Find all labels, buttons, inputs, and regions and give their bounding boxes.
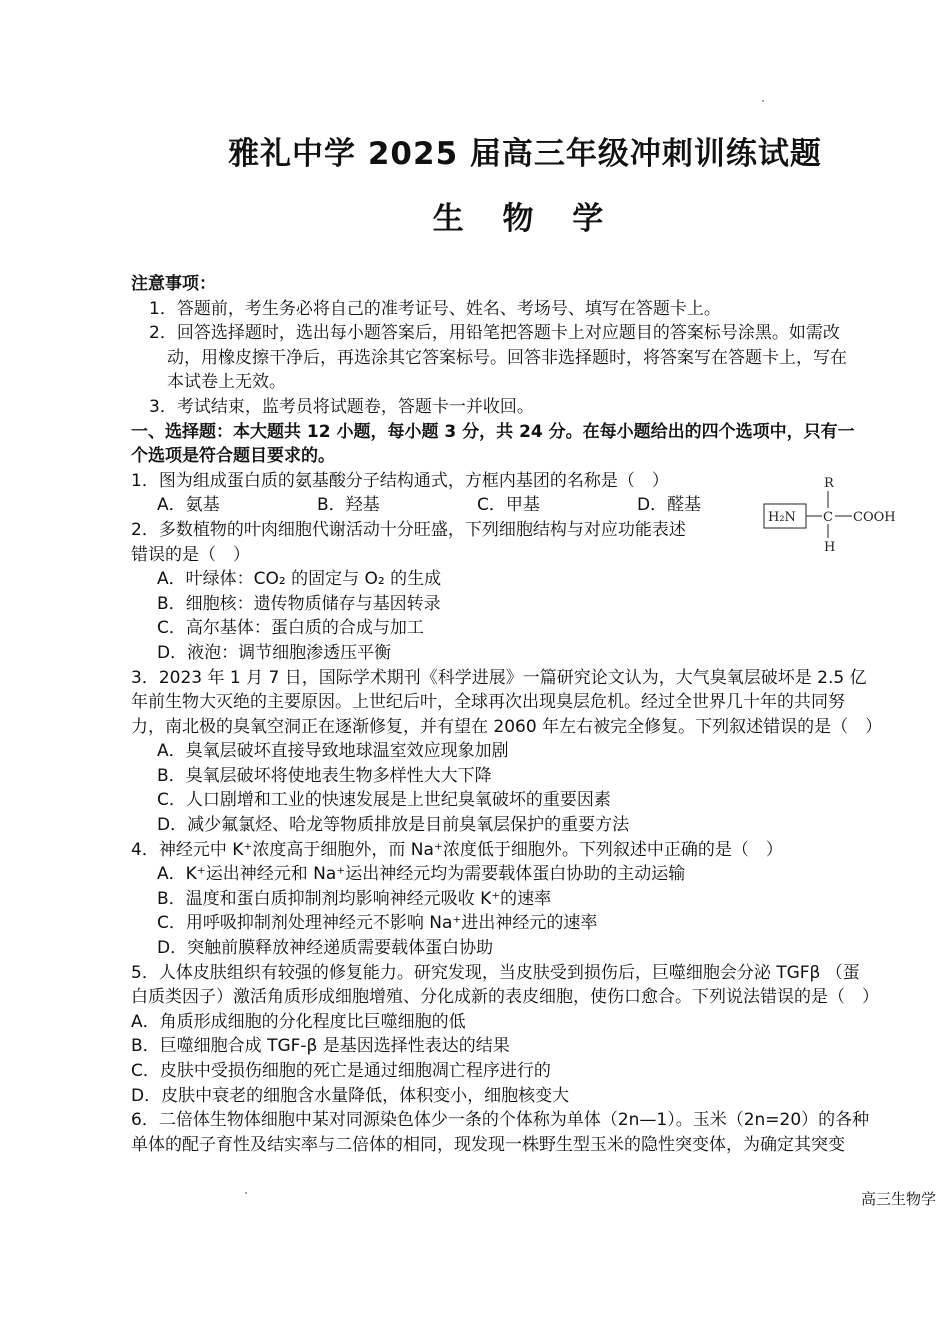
figure-h2n-label: H₂N	[768, 510, 796, 525]
notice-item-1: 1．答题前，考生务必将自己的准考证号、姓名、考场号、填写在答题卡上。	[149, 298, 721, 319]
q2-option-b: B．细胞核：遗传物质储存与基因转录	[157, 593, 441, 614]
q1-option-d: D．醛基	[637, 495, 702, 516]
q3-option-d: D．减少氟氯烃、哈龙等物质排放是目前臭氧层保护的重要方法	[157, 815, 630, 836]
section-heading-a: 一、选择题：本大题共 12 小题，每小题 3 分，共 24 分。在每小题给出的四个选项中，只有一	[131, 421, 855, 442]
exam-subject: 生 物 学	[432, 201, 618, 237]
section-heading-b: 个选项是符合题目要求的。	[131, 446, 335, 467]
q1-option-c: C．甲基	[477, 495, 540, 516]
q3-option-a: A．臭氧层破坏直接导致地球温室效应现象加剧	[157, 741, 509, 762]
q1-option-a: A．氨基	[157, 495, 220, 516]
q5-option-a: A．角质形成细胞的分化程度比巨噬细胞的低	[131, 1011, 466, 1032]
q2-stem-a: 2．多数植物的叶肉细胞代谢活动十分旺盛，下列细胞结构与对应功能表述	[131, 519, 686, 540]
q1-option-b: B．羟基	[317, 495, 380, 516]
q6-stem-a: 6．二倍体生物体细胞中某对同源染色体少一条的个体称为单体（2n—1）。玉米（2n=20）的各种	[131, 1110, 870, 1131]
q1-options	[131, 493, 921, 518]
q5-stem-b: 白质类因子）激活角质形成细胞增殖、分化成新的表皮细胞，使伤口愈合。下列说法错误的是（ ）	[131, 987, 879, 1008]
figure-h-label: H	[824, 540, 836, 555]
q4-option-d: D．突触前膜释放神经递质需要载体蛋白协助	[157, 938, 494, 959]
scan-speck	[245, 1192, 247, 1194]
q3-option-b: B．臭氧层破坏将使地表生物多样性大大下降	[157, 765, 492, 786]
exam-title: 雅礼中学 2025 届高三年级冲刺训练试题	[228, 136, 822, 172]
q4-option-a: A．K⁺运出神经元和 Na⁺运出神经元均为需要载体蛋白协助的主动运输	[157, 864, 686, 885]
scan-speck	[762, 100, 764, 102]
q5-stem-a: 5．人体皮肤组织有较强的修复能力。研究发现，当皮肤受到损伤后，巨噬细胞会分泌 TGFβ （蛋	[131, 962, 860, 983]
q2-option-d: D．液泡：调节细胞渗透压平衡	[157, 642, 392, 663]
q3-stem-a: 3．2023 年 1 月 7 日，国际学术期刊《科学进展》一篇研究论文认为，大气臭氧层破坏是 2.5 亿	[131, 667, 867, 688]
q5-option-d: D．皮肤中衰老的细胞含水量降低，体积变小，细胞核变大	[131, 1085, 570, 1106]
figure-r-label: R	[824, 476, 834, 491]
notice-heading: 注意事项：	[131, 274, 216, 294]
q5-option-b: B．巨噬细胞合成 TGF-β 是基因选择性表达的结果	[131, 1036, 510, 1057]
exam-body	[131, 272, 921, 1157]
q1-stem: 1．图为组成蛋白质的氨基酸分子结构通式，方框内基团的名称是（ ）	[131, 470, 669, 491]
q3-stem-c: 力，南北极的臭氧空洞正在逐渐修复，并有望在 2060 年左右被完全修复。下列叙述错误的是（ ）	[131, 716, 883, 737]
notice-item-2b: 动，用橡皮擦干净后，再选涂其它答案标号。回答非选择题时，将答案写在答题卡上，写在	[167, 347, 847, 368]
figure-cooh-label: COOH	[853, 510, 896, 525]
q2-stem-b: 错误的是（ ）	[131, 544, 250, 565]
figure-c-label: C	[823, 510, 833, 525]
q4-stem: 4．神经元中 K⁺浓度高于细胞外，而 Na⁺浓度低于细胞外。下列叙述中正确的是（ ）	[131, 839, 783, 860]
q5-option-c: C．皮肤中受损伤细胞的死亡是通过细胞凋亡程序进行的	[131, 1061, 551, 1081]
q3-stem-b: 年前生物大灭绝的主要原因。上世纪后叶，全球再次出现臭层危机。经过全世界几十年的共同努	[131, 692, 845, 713]
q6-stem-b: 单体的配子育性及结实率与二倍体的相同，现发现一株野生型玉米的隐性突变体，为确定其突变	[131, 1134, 845, 1155]
q3-option-c: C．人口剧增和工业的快速发展是上世纪臭氧破坏的重要因素	[157, 790, 611, 811]
page-footer: 高三生物学	[860, 1190, 936, 1208]
q4-option-c: C．用呼吸抑制剂处理神经元不影响 Na⁺进出神经元的速率	[157, 913, 598, 934]
q2-option-a: A．叶绿体：CO₂ 的固定与 O₂ 的生成	[157, 569, 442, 590]
notice-item-2c: 本试卷上无效。	[167, 372, 286, 393]
q2-option-c: C．高尔基体：蛋白质的合成与加工	[157, 618, 424, 639]
notice-item-3: 3．考试结束，监考员将试题卷，答题卡一并收回。	[149, 396, 534, 417]
notice-item-2a: 2．回答选择题时，选出每小题答案后，用铅笔把答题卡上对应题目的答案标号涂黑。如需改	[149, 323, 840, 344]
q4-option-b: B．温度和蛋白质抑制剂均影响神经元吸收 K⁺的速率	[157, 888, 552, 909]
